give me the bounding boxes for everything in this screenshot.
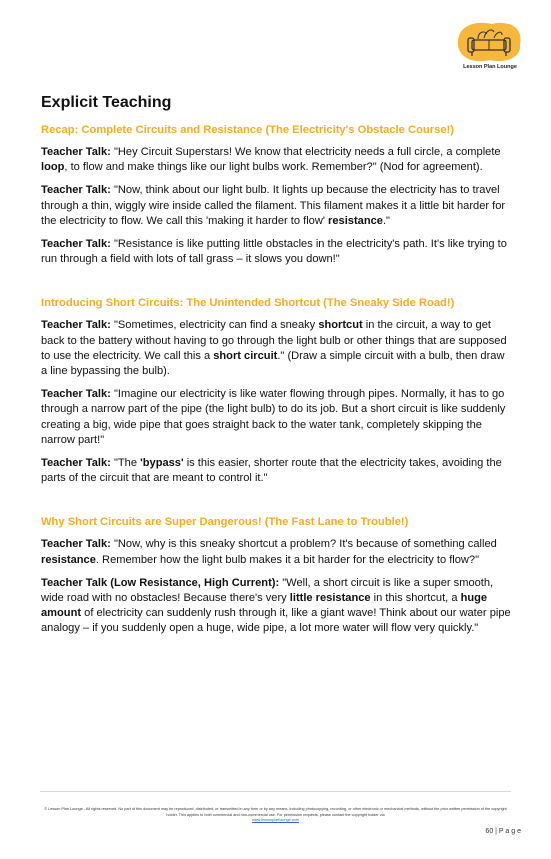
paragraph-text: "Imagine our electricity is like water flowing through pipes. Normally, it has to go through a narrow part of the pipe (the light bulb) to do its job. But a short circuit is like suddenly creating a big, wide pipe that goes straight back to the water tank, completely skipping the narrow part!" [41, 388, 506, 446]
paragraph-text: of electricity can suddenly rush through it, like a giant wave! Think about our water pipe analogy – if you suddenly open a huge, wide pipe, a lot more water will flow very quickly." [41, 607, 511, 635]
website-link[interactable]: www.lessonplanlounge.com [252, 818, 299, 823]
lesson-section [41, 296, 511, 486]
brand-name: Lesson Plan Lounge [463, 64, 517, 70]
section-title: Recap: Complete Circuits and Resistance (The Electricity's Obstacle Course!) [41, 124, 454, 136]
section-title: Introducing Short Circuits: The Unintended Shortcut (The Sneaky Side Road!) [41, 297, 455, 310]
bold-text: resistance [328, 214, 383, 227]
paragraph-text: ." (Draw a simple circuit with a bulb, then draw a line bypassing the bulb). [41, 349, 505, 378]
bold-text: huge amount [41, 592, 488, 620]
bold-text: Teacher Talk: [41, 184, 111, 197]
paragraph-text: "Sometimes, electricity can find a sneaky [110, 319, 319, 332]
bold-text: Teacher Talk: [41, 388, 111, 401]
paragraph-text: "Now, think about our light bulb. It lights up because the electricity has to travel through a thin, wiggly wire inside called the filament. This filament makes it a little bit harder for the electricity to flow. We call this 'making it harder to flow' [41, 184, 506, 227]
teacher-talk-paragraph [41, 318, 511, 379]
teacher-talk-paragraph [41, 537, 511, 567]
teacher-talk-paragraph [41, 456, 511, 486]
sections-container [41, 123, 511, 637]
sofa-and-plant-icon [454, 18, 526, 66]
bold-text: shortcut [318, 319, 363, 332]
paragraph-text: "Well, a short circuit is like a super smooth, wide road with no obstacles! Because there's very [41, 576, 494, 605]
section-title: Why Short Circuits are Super Dangerous! (The Fast Lane to Trouble!) [41, 516, 409, 529]
page-number [485, 828, 521, 835]
paragraph-text: "Hey Circuit Superstars! We know that electricity needs a full circle, a complete [110, 146, 501, 158]
teacher-talk-paragraph [41, 237, 511, 267]
bold-text: little resistance [289, 592, 371, 605]
bold-text: short circuit [213, 349, 278, 362]
bold-text: resistance [41, 553, 96, 566]
bold-text: Teacher Talk: [41, 457, 111, 470]
teacher-talk-paragraph [41, 576, 511, 637]
bold-text: Teacher Talk: [41, 238, 111, 251]
teacher-talk-paragraph [41, 145, 511, 175]
paragraph-text: , to flow and make things like our light bulbs work. Remember?" (Nod for agreement). [64, 161, 483, 174]
paragraph-text: "Now, why is this sneaky shortcut a problem? It's because of something called [110, 538, 497, 551]
paragraph-text: in the circuit, a way to get back to the battery without having to go through the light bulb or other things that are supposed to use the electricity. We call this a [41, 319, 507, 362]
bold-text: Teacher Talk: [41, 146, 111, 158]
paragraph-text: in this shortcut, a [370, 592, 461, 605]
section-gap [41, 494, 511, 515]
section-gap [41, 275, 511, 296]
paragraph-text: "The [110, 457, 141, 470]
lesson-content [41, 94, 511, 645]
lesson-section [41, 123, 511, 267]
lesson-section [41, 515, 511, 636]
bold-text: 'bypass' [140, 457, 184, 470]
paragraph-text: . Remember how the light bulb makes it a bit harder for the electricity to flow?" [95, 553, 480, 566]
page-label: | P a g e [495, 828, 521, 835]
footer-copyright [40, 807, 511, 824]
bold-text: Teacher Talk: [41, 538, 111, 551]
bold-text: loop [41, 161, 65, 174]
footer-divider [40, 791, 511, 792]
brand-logo [454, 18, 526, 74]
bold-text: Teacher Talk (Low Resistance, High Current): [41, 576, 280, 589]
teacher-talk-paragraph [41, 183, 511, 229]
bold-text: Teacher Talk: [41, 319, 111, 332]
paragraph-text: ." [382, 214, 390, 227]
teacher-talk-paragraph [41, 387, 511, 448]
copyright-text: © Lesson Plan Lounge - All rights reserved. No part of this document may be reproduced, distributed, or transmitted in any form or by any means, including photocopying, recording, or other electronic or mechanical methods, without the prior written permission of the copyright holder. This applies to both commercial and non-commercial use. For permission requests, please contact the copyright holder via [44, 807, 507, 817]
page-title: Explicit Teaching [41, 94, 172, 111]
paragraph-text: "Resistance is like putting little obstacles in the electricity's path. It's like trying to run through a field with lots of tall grass – it slows you down!" [41, 238, 507, 266]
paragraph-text: is this easier, shorter route that the electricity takes, avoiding the parts of the circuit that are meant to control it." [41, 457, 502, 485]
page-number-value: 60 [485, 828, 494, 835]
